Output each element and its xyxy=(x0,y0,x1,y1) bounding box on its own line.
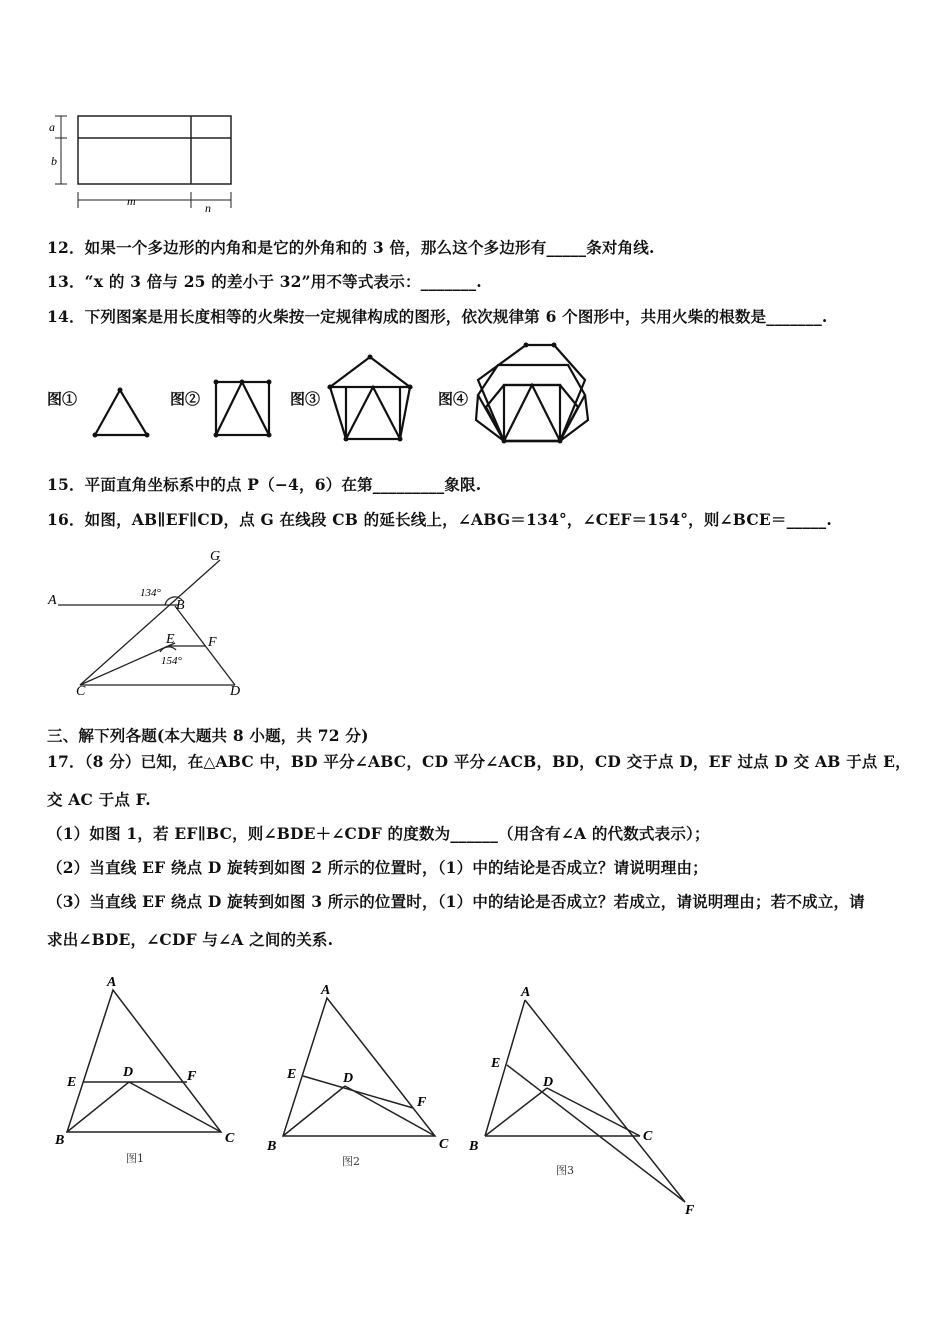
q16-parallel-lines-figure xyxy=(40,540,260,700)
question-17-part-3b: 求出∠BDE，∠CDF 与∠A 之间的关系. xyxy=(47,930,334,949)
fig2-point-D: D xyxy=(343,1071,354,1086)
fig1-point-C: C xyxy=(225,1131,235,1146)
fig1-point-D: D xyxy=(123,1065,134,1080)
q14-label-2: 图② xyxy=(170,390,201,408)
q16-point-A: A xyxy=(48,593,57,608)
question-17-line-1: 17．（8 分）已知，在△ABC 中，BD 平分∠ABC，CD 平分∠ACB，BD，CD 交于点 D，EF 过点 D 交 AB 于点 E， xyxy=(47,752,911,771)
question-17-part-1: （1）如图 1，若 EF∥BC，则∠BDE＋∠CDF 的度数为______（用含有∠A 的代数式表示）； xyxy=(47,824,710,843)
q16-point-C: C xyxy=(76,684,86,699)
label-m: m xyxy=(127,194,136,208)
question-17-part-3a: （3）当直线 EF 绕点 D 旋转到如图 3 所示的位置时，（1）中的结论是否成立？若成立，请说明理由；若不成立，请 xyxy=(47,892,865,911)
q16-angle-154: 154° xyxy=(161,655,182,667)
q16-point-D: D xyxy=(230,684,241,699)
q17-figures xyxy=(45,970,725,1220)
q14-matchstick-figures xyxy=(80,335,620,450)
fig1-point-E: E xyxy=(67,1075,77,1090)
q16-point-G: G xyxy=(210,549,221,564)
label-n: n xyxy=(205,201,211,214)
fig2-point-B: B xyxy=(267,1139,277,1154)
question-16: 16．如图，AB∥EF∥CD，点 G 在线段 CB 的延长线上，∠ABG＝134°，∠CEF＝154°，则∠BCE＝_____. xyxy=(47,510,832,529)
fig1-caption: 图1 xyxy=(126,1152,144,1165)
label-a: a xyxy=(49,120,55,134)
q16-point-E: E xyxy=(166,632,175,647)
fig3-point-C: C xyxy=(643,1129,653,1144)
q16-point-B: B xyxy=(176,598,185,613)
fig3-point-A: A xyxy=(521,985,531,1000)
label-b: b xyxy=(51,154,57,168)
fig2-caption: 图2 xyxy=(342,1155,360,1168)
section-3-heading: 三、解下列各题(本大题共 8 小题，共 72 分) xyxy=(47,726,369,745)
question-17-part-2: （2）当直线 EF 绕点 D 旋转到如图 2 所示的位置时，（1）中的结论是否成立？请说明理由； xyxy=(47,858,708,877)
question-13: 13．“x 的 3 倍与 25 的差小于 32”用不等式表示：_______. xyxy=(47,272,482,291)
q14-label-4: 图④ xyxy=(438,390,469,408)
q11-rectangle-figure xyxy=(45,108,245,214)
fig3-point-D: D xyxy=(543,1075,554,1090)
question-15: 15．平面直角坐标系中的点 P（−4，6）在第_________象限. xyxy=(47,475,482,494)
question-17-line-2: 交 AC 于点 F. xyxy=(47,790,151,809)
fig1-point-F: F xyxy=(187,1069,197,1084)
q14-label-1: 图① xyxy=(47,390,78,408)
q14-label-3: 图③ xyxy=(290,390,321,408)
fig2-point-A: A xyxy=(321,983,331,998)
fig3-point-B: B xyxy=(469,1139,479,1154)
fig3-point-E: E xyxy=(491,1056,501,1071)
fig2-point-E: E xyxy=(287,1067,297,1082)
q16-angle-134: 134° xyxy=(140,587,161,599)
question-12: 12．如果一个多边形的内角和是它的外角和的 3 倍，那么这个多边形有_____条对角线. xyxy=(47,238,655,257)
fig1-point-B: B xyxy=(55,1133,65,1148)
q16-point-F: F xyxy=(208,635,217,650)
fig2-point-F: F xyxy=(417,1095,427,1110)
fig2-point-C: C xyxy=(439,1137,449,1152)
fig1-point-A: A xyxy=(107,975,117,990)
fig3-point-F: F xyxy=(685,1203,695,1218)
question-14: 14．下列图案是用长度相等的火柴按一定规律构成的图形，依次规律第 6 个图形中，共用火柴的根数是_______. xyxy=(47,307,828,326)
fig3-caption: 图3 xyxy=(556,1164,574,1177)
